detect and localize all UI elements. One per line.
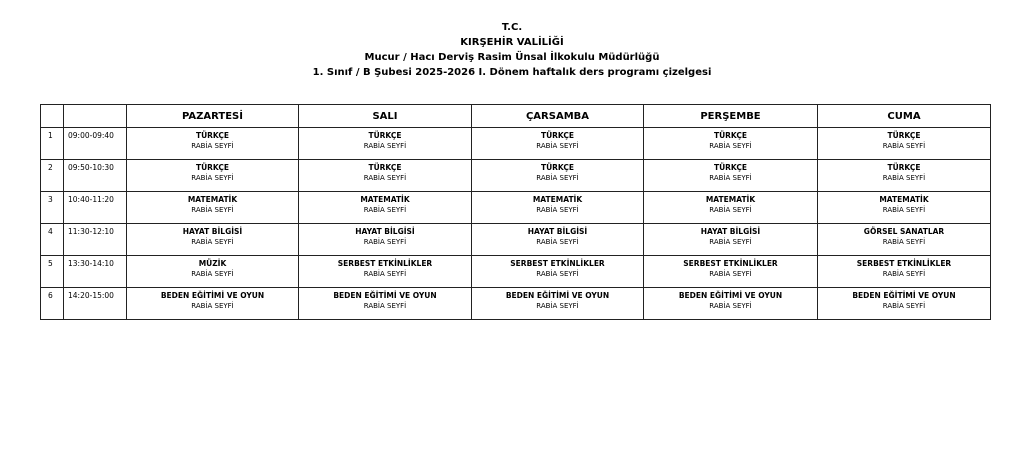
lesson-teacher: RABİA SEYFİ <box>536 302 579 310</box>
lesson-cell <box>818 224 991 256</box>
lesson-subject: MÜZİK <box>198 259 227 268</box>
lesson-cell <box>299 128 472 160</box>
lesson-subject: TÜRKÇE <box>887 131 921 140</box>
lesson-subject: HAYAT BİLGİSİ <box>355 227 415 236</box>
table-header-row <box>41 105 991 128</box>
lesson-teacher: RABİA SEYFİ <box>882 270 926 278</box>
lesson-cell <box>472 128 644 160</box>
lesson-cell <box>644 256 818 288</box>
lesson-subject: BEDEN EĞİTİMİ VE OYUN <box>333 291 437 300</box>
period-number: 1 <box>41 128 64 160</box>
lesson-cell <box>818 288 991 320</box>
lesson-cell <box>127 256 299 288</box>
lesson-teacher: RABİA SEYFİ <box>363 142 407 150</box>
lesson-teacher: RABİA SEYFİ <box>363 238 407 246</box>
lesson-subject: MATEMATİK <box>360 195 410 204</box>
header-state: T.C. <box>501 22 523 33</box>
lesson-subject: BEDEN EĞİTİMİ VE OYUN <box>852 291 956 300</box>
weekly-schedule-table <box>40 104 991 320</box>
lesson-cell <box>818 160 991 192</box>
day-header-tuesday: SALI <box>299 105 472 128</box>
lesson-subject: SERBEST ETKİNLİKLER <box>683 259 778 268</box>
lesson-cell <box>299 192 472 224</box>
lesson-cell <box>818 128 991 160</box>
lesson-teacher: RABİA SEYFİ <box>191 270 234 278</box>
lesson-cell <box>818 192 991 224</box>
lesson-teacher: RABİA SEYFİ <box>191 206 234 214</box>
table-row <box>41 128 991 160</box>
lesson-subject: MATEMATİK <box>705 195 756 204</box>
period-time: 13:30-14:10 <box>64 256 127 288</box>
lesson-subject: TÜRKÇE <box>368 163 402 172</box>
lesson-subject: TÜRKÇE <box>540 163 575 172</box>
lesson-teacher: RABİA SEYFİ <box>363 302 407 310</box>
lesson-cell <box>472 288 644 320</box>
header-school: Mucur / Hacı Derviş Rasim Ünsal İlkokulu Müdürlüğü <box>364 52 660 63</box>
period-number: 3 <box>41 192 64 224</box>
table-row <box>41 288 991 320</box>
period-time: 10:40-11:20 <box>64 192 127 224</box>
lesson-subject: BEDEN EĞİTİMİ VE OYUN <box>160 291 265 300</box>
table-row <box>41 224 991 256</box>
lesson-cell <box>299 256 472 288</box>
table-row <box>41 192 991 224</box>
day-header-wednesday: ÇARSAMBA <box>472 105 644 128</box>
lesson-teacher: RABİA SEYFİ <box>882 206 926 214</box>
lesson-teacher: RABİA SEYFİ <box>882 174 926 182</box>
period-time: 14:20-15:00 <box>64 288 127 320</box>
period-number: 5 <box>41 256 64 288</box>
header-governorship: KIRŞEHİR VALİLİĞİ <box>460 37 564 48</box>
lesson-teacher: RABİA SEYFİ <box>191 302 234 310</box>
lesson-cell <box>299 224 472 256</box>
lesson-cell <box>472 160 644 192</box>
lesson-cell <box>127 128 299 160</box>
lesson-teacher: RABİA SEYFİ <box>882 302 926 310</box>
lesson-subject: SERBEST ETKİNLİKLER <box>510 259 605 268</box>
lesson-teacher: RABİA SEYFİ <box>709 174 752 182</box>
lesson-cell <box>644 192 818 224</box>
lesson-subject: TÜRKÇE <box>195 131 230 140</box>
lesson-subject: SERBEST ETKİNLİKLER <box>856 259 952 268</box>
lesson-subject: BEDEN EĞİTİMİ VE OYUN <box>505 291 610 300</box>
lesson-cell <box>127 160 299 192</box>
day-header-monday: PAZARTESİ <box>127 105 299 128</box>
lesson-cell <box>472 192 644 224</box>
lesson-teacher: RABİA SEYFİ <box>536 238 579 246</box>
lesson-teacher: RABİA SEYFİ <box>536 270 579 278</box>
lesson-cell <box>127 224 299 256</box>
lesson-cell <box>299 288 472 320</box>
day-header-thursday: PERŞEMBE <box>644 105 818 128</box>
lesson-subject: TÜRKÇE <box>887 163 921 172</box>
lesson-teacher: RABİA SEYFİ <box>709 206 752 214</box>
lesson-subject: TÜRKÇE <box>713 131 748 140</box>
lesson-cell <box>299 160 472 192</box>
lesson-subject: TÜRKÇE <box>368 131 402 140</box>
lesson-teacher: RABİA SEYFİ <box>363 174 407 182</box>
lesson-subject: SERBEST ETKİNLİKLER <box>337 259 433 268</box>
lesson-cell <box>818 256 991 288</box>
lesson-cell <box>644 224 818 256</box>
lesson-teacher: RABİA SEYFİ <box>709 302 752 310</box>
header-time-cell <box>64 105 127 128</box>
lesson-teacher: RABİA SEYFİ <box>709 238 752 246</box>
lesson-teacher: RABİA SEYFİ <box>536 206 579 214</box>
lesson-teacher: RABİA SEYFİ <box>709 270 752 278</box>
period-number: 4 <box>41 224 64 256</box>
lesson-cell <box>644 160 818 192</box>
lesson-teacher: RABİA SEYFİ <box>191 142 234 150</box>
lesson-cell <box>472 256 644 288</box>
period-time: 09:50-10:30 <box>64 160 127 192</box>
lesson-teacher: RABİA SEYFİ <box>882 238 926 246</box>
lesson-teacher: RABİA SEYFİ <box>363 206 407 214</box>
period-time: 09:00-09:40 <box>64 128 127 160</box>
period-number: 6 <box>41 288 64 320</box>
lesson-cell <box>472 224 644 256</box>
lesson-teacher: RABİA SEYFİ <box>536 142 579 150</box>
lesson-subject: GÖRSEL SANATLAR <box>863 227 945 236</box>
lesson-subject: TÜRKÇE <box>713 163 748 172</box>
header-schedule-title: 1. Sınıf / B Şubesi 2025-2026 I. Dönem haftalık ders programı çizelgesi <box>312 67 712 78</box>
lesson-subject: MATEMATİK <box>187 195 238 204</box>
lesson-subject: TÜRKÇE <box>540 131 575 140</box>
table-row <box>41 160 991 192</box>
lesson-teacher: RABİA SEYFİ <box>882 142 926 150</box>
lesson-teacher: RABİA SEYFİ <box>363 270 407 278</box>
lesson-subject: HAYAT BİLGİSİ <box>700 227 761 236</box>
header-num-cell <box>41 105 64 128</box>
lesson-cell <box>127 288 299 320</box>
lesson-subject: HAYAT BİLGİSİ <box>182 227 243 236</box>
lesson-subject: BEDEN EĞİTİMİ VE OYUN <box>678 291 783 300</box>
lesson-subject: MATEMATİK <box>879 195 929 204</box>
lesson-teacher: RABİA SEYFİ <box>191 174 234 182</box>
lesson-teacher: RABİA SEYFİ <box>709 142 752 150</box>
lesson-subject: MATEMATİK <box>532 195 583 204</box>
lesson-cell <box>127 192 299 224</box>
lesson-cell <box>644 288 818 320</box>
lesson-teacher: RABİA SEYFİ <box>536 174 579 182</box>
period-number: 2 <box>41 160 64 192</box>
document-header <box>0 20 1024 80</box>
lesson-subject: HAYAT BİLGİSİ <box>527 227 588 236</box>
day-header-friday: CUMA <box>818 105 991 128</box>
table-row <box>41 256 991 288</box>
period-time: 11:30-12:10 <box>64 224 127 256</box>
lesson-subject: TÜRKÇE <box>195 163 230 172</box>
lesson-cell <box>644 128 818 160</box>
lesson-teacher: RABİA SEYFİ <box>191 238 234 246</box>
